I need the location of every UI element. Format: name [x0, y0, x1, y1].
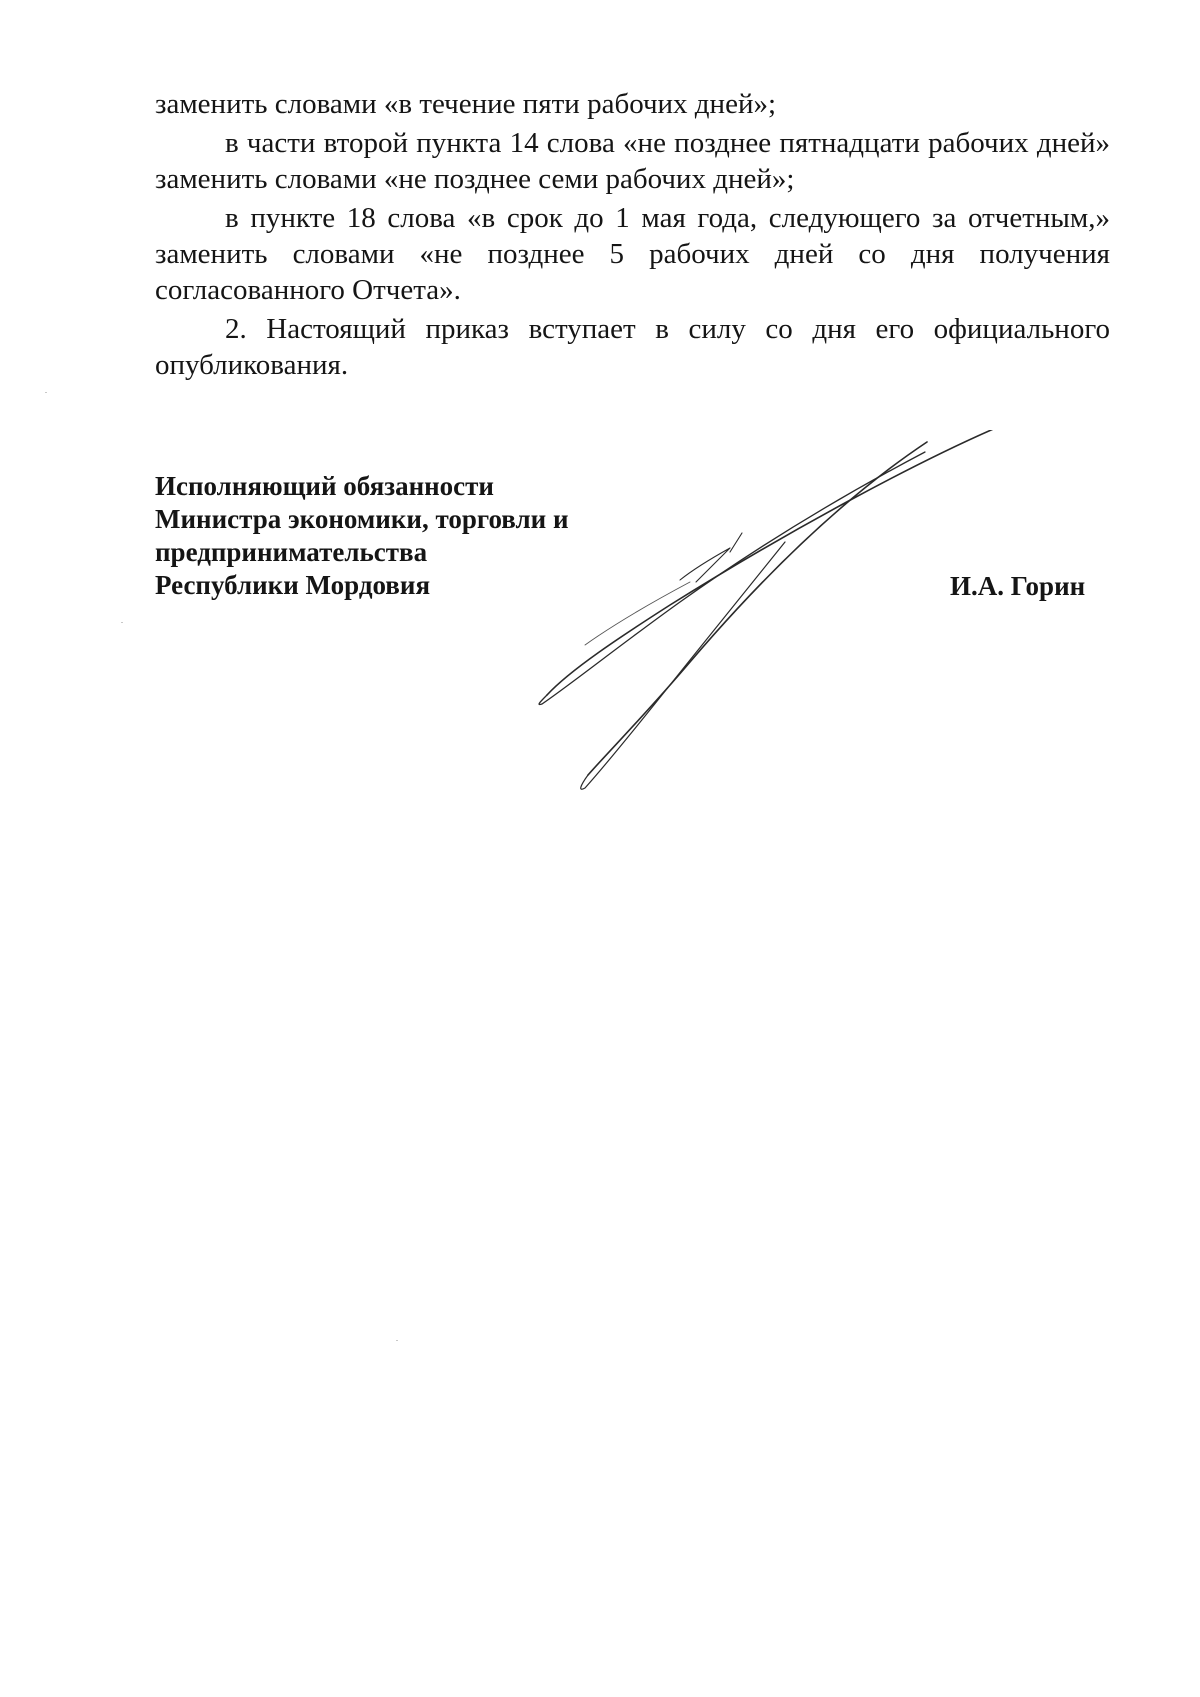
document-body — [155, 86, 1110, 386]
scan-speck — [396, 1340, 398, 1341]
scan-speck — [45, 392, 47, 393]
signatory-title-line: Республики Мордовия — [155, 570, 431, 600]
paragraph-point-18: в пункте 18 слова «в срок до 1 мая года, следующего за отчетным,» заменить словами «не позднее 5 рабочих дней со дня получения согласованного Отчета». — [155, 202, 1110, 306]
paragraph-effective-date: 2. Настоящий приказ вступает в силу со дня его официального опубликования. — [155, 313, 1110, 381]
signatory-title-line: Исполняющий обязанности — [155, 471, 494, 501]
signatory-title-line: предпринимательства — [155, 537, 428, 567]
paragraph-point-14: в части второй пункта 14 слова «не позднее пятнадцати рабочих дней» заменить словами «не позднее семи рабочих дней»; — [155, 127, 1110, 195]
signatory-name: И.А. Горин — [950, 571, 1086, 601]
signatory-title-line: Министра экономики, торговли и — [155, 504, 569, 534]
handwritten-signature — [530, 430, 1030, 810]
scan-speck — [121, 622, 123, 623]
signatory-title — [155, 470, 569, 602]
paragraph-continuation: заменить словами «в течение пяти рабочих дней»; — [155, 88, 777, 120]
